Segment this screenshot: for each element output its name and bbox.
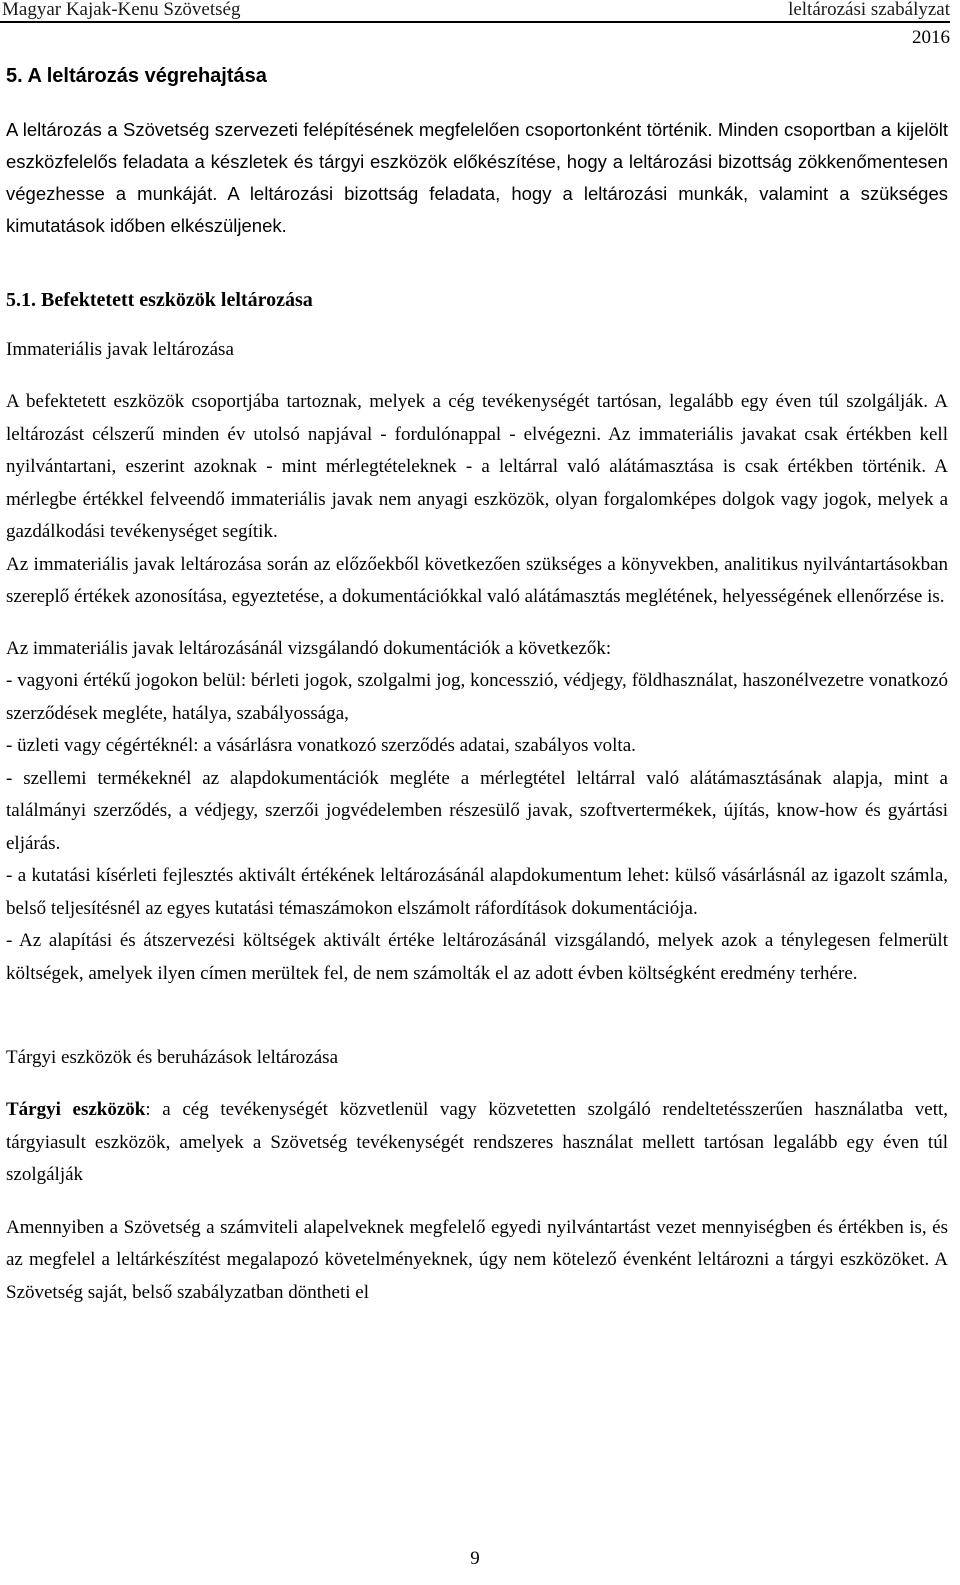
list-item: - szellemi termékeknél az alapdokumentációk megléte a mérlegtétel leltárral való alátámasztásának alapja, mint a találmányi szerződés, a védjegy, szerzői jogvédelemben részesülő javak, szoftvertermékek, újítás, know-how és gyártási eljárás. (6, 767, 948, 854)
header-year: 2016 (912, 27, 950, 48)
paragraph-immaterial-definition: A befektetett eszközök csoportjába tartoznak, melyek a cég tevékenységét tartósan, legalább egy éven túl szolgálják. A leltározást célszerű minden év utolsó napjával - fordulónappal - elvégezni. Az immateriális javakat csak értékben kell nyilvántartani, eszerint azoknak - mint mérlegtételeknek - a leltárral való alátámasztása is csak értékben történik. A mérlegbe értékkel felveendő immateriális javak nem anyagi eszközök, olyan forgalomképes dolgok vagy jogok, melyek a gazdálkodási tevékenységet segítik. (6, 391, 948, 542)
list-item: - a kutatási kísérleti fejlesztés aktivált értékének leltározásánál alapdokumentum lehet: külső vásárlásnál az igazolt számla, belső teljesítésnél az egyes kutatási témaszámokon elszámolt ráfordítások dokumentációja. (6, 865, 948, 919)
subheading-immaterial-assets: Immateriális javak leltározása (6, 339, 234, 360)
page-content (6, 60, 948, 1309)
paragraph-immaterial-inventory: Az immateriális javak leltározása során az előzőekből következően szükséges a könyvekben, analitikus nyilvántartásokban szereplő értékek azonosítása, egyeztetése, a dokumentációkkal való alátámasztás meglétének, helyességének ellenőrzése is. (6, 553, 948, 607)
term-tangible-assets: Tárgyi eszközök (6, 1099, 146, 1120)
page-header (0, 0, 950, 48)
header-rule (0, 21, 950, 23)
page-number: 9 (470, 1548, 480, 1569)
section-5-paragraph: A leltározás a Szövetség szervezeti felépítésének megfelelően csoportonként történik. Minden csoportban a kijelölt eszközfelelős feladata a készletek és tárgyi eszközök előkészítése, hogy a leltározási bizottság zökkenőmentesen végezhesse a munkáját. A leltározási bizottság feladata, hogy a leltározási munkák, valamint a szükséges kimutatások időben elkészüljenek. (6, 119, 948, 236)
documentation-intro: Az immateriális javak leltározásánál vizsgálandó dokumentációk a következők: (6, 637, 612, 659)
list-item: - Az alapítási és átszervezési költségek aktivált értéke leltározásánál vizsgálandó, melyek azok a ténylegesen felmerült költségek, amelyek ilyen címen merültek fel, de nem számolták el az adott évben költségként eredmény terhére. (6, 930, 948, 984)
paragraph-tangible-definition (6, 1094, 948, 1192)
section-5-title: 5. A leltározás végrehajtása (6, 65, 267, 87)
paragraph-inventory-register: Amennyiben a Szövetség a számviteli alapelveknek megfelelő egyedi nyilvántartást vezet mennyiségben és értékben is, és az megfelel a leltárkészítést megalapozó követelményeknek, úgy nem kötelező évenként leltározni a tárgyi eszközöket. A Szövetség saját, belső szabályzatban döntheti el (6, 1216, 948, 1303)
section-5-1-title: 5.1. Befektetett eszközök leltározása (6, 289, 313, 311)
header-organization: Magyar Kajak-Kenu Szövetség (2, 0, 241, 20)
list-item: - üzleti vagy cégértéknél: a vásárlásra vonatkozó szerződés adatai, szabályos volta. (6, 735, 636, 756)
definition-text: : a cég tevékenységét közvetlenül vagy közvetetten szolgáló rendeltetésszerűen használatba vett, tárgyiasult eszközök, amelyek a Szövetség tevékenységét rendszeres használat mellett tartósan legalább egy éven túl szolgálják (6, 1099, 948, 1185)
list-item: - vagyoni értékű jogokon belül: bérleti jogok, szolgalmi jog, koncesszió, védjegy, földhasználat, haszonélvezetre vonatkozó szerződések megléte, hatálya, szabályossága, (6, 670, 948, 724)
header-document-title: leltározási szabályzat (788, 0, 950, 20)
subheading-tangible-assets: Tárgyi eszközök és beruházások leltározása (6, 1047, 338, 1068)
